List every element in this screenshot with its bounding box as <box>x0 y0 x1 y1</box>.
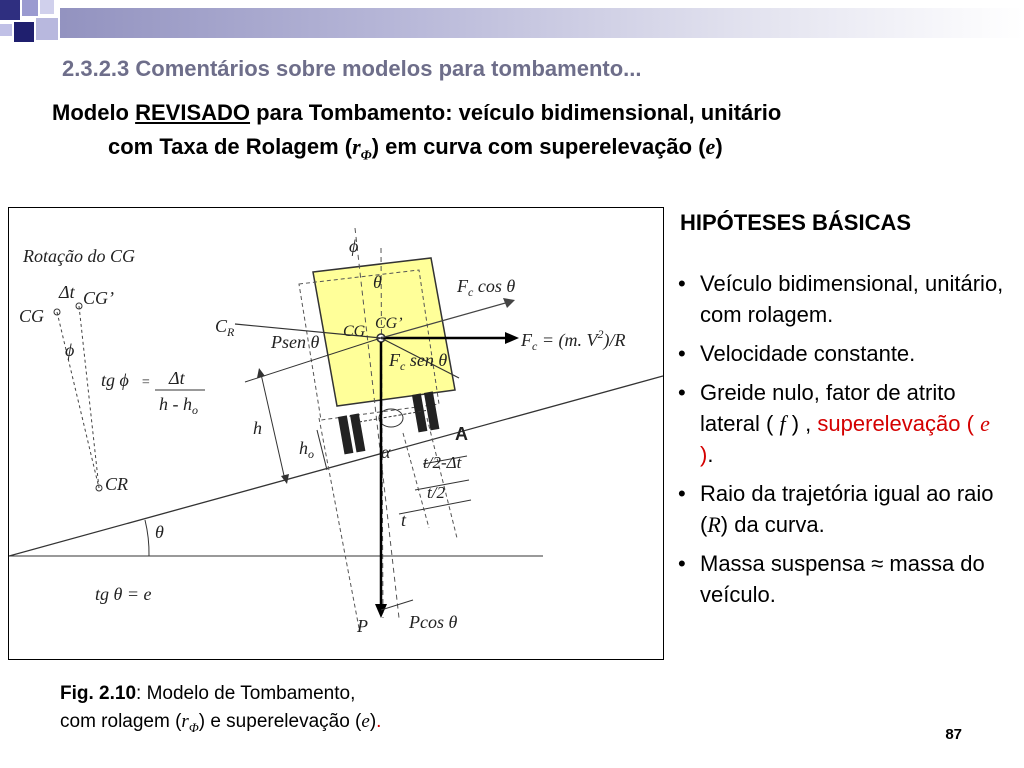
list-item: • Greide nulo, fator de atrito lateral ( f ) , superelevação ( e ). <box>676 377 1006 470</box>
label-theta-top: θ <box>373 272 382 292</box>
label-phi-top: ϕ <box>349 236 359 256</box>
label-frac-num: Δt <box>169 368 185 388</box>
label-cg-box: CG <box>343 323 366 340</box>
label-fc-sen: $F_c$ sen θ <box>389 350 448 373</box>
page-number: 87 <box>945 726 962 743</box>
label-theta-left: θ <box>155 522 164 542</box>
label-eq: = <box>141 375 151 390</box>
label-frac-den: h - $h_o$ <box>159 394 198 417</box>
hypotheses-title: HIPÓTESES BÁSICAS <box>680 210 912 235</box>
label-p: P <box>357 616 368 636</box>
slide-subtitle: Modelo REVISADO para Tombamento: veículo bidimensional, unitário com Taxa de Rolagem $(r_\Phi)$ em curva com superelevação (e) <box>52 100 782 164</box>
label-cr-left: CR <box>105 474 129 494</box>
label-cg-prime: CG’ <box>83 288 114 308</box>
hypotheses-list <box>676 268 1006 618</box>
label-pcos: Pcos θ <box>409 612 458 632</box>
label-tg-phi: tg ϕ <box>101 370 129 390</box>
list-item: • Velocidade constante. <box>676 338 1006 369</box>
label-cg: CG <box>19 306 45 326</box>
label-h: h <box>253 418 262 438</box>
header-decoration <box>0 0 1024 60</box>
label-psen: Psen θ <box>271 332 320 352</box>
label-rotation-cg: Rotação do CG <box>23 246 135 266</box>
label-a: A <box>455 424 468 444</box>
label-t2-dt: t/2-Δt <box>423 453 462 472</box>
label-cr-top: $C_R$ <box>215 316 235 339</box>
label-alpha: α <box>381 442 391 462</box>
list-item: • Veículo bidimensional, unitário, com rolagem. <box>676 268 1006 330</box>
label-ho: $h_o$ <box>299 438 314 461</box>
rollover-model-figure <box>8 207 664 660</box>
list-item: • Raio da trajetória igual ao raio (R) da curva. <box>676 478 1006 540</box>
section-title: 2.3.2.3 Comentários sobre modelos para tombamento... <box>62 56 642 81</box>
rollover-diagram <box>9 208 663 659</box>
figure-caption: Fig. 2.10: Modelo de Tombamento, com rolagem $(r_\Phi)$ e superelevação (e). <box>60 683 382 735</box>
label-phi-left: ϕ <box>65 340 75 360</box>
list-item: • Massa suspensa ≈ massa do veículo. <box>676 548 1006 610</box>
label-tg-theta: tg θ = e <box>95 584 152 604</box>
label-t: t <box>401 510 407 530</box>
label-t2: t/2 <box>427 483 445 502</box>
label-fc-cos: $F_c$ cos θ <box>457 276 516 299</box>
label-cg-box-prime: CG’ <box>375 315 403 332</box>
label-delta-t: Δt <box>59 282 75 302</box>
label-fc-eq: $F_c = (m$. $V^2)/R$ <box>521 327 626 353</box>
